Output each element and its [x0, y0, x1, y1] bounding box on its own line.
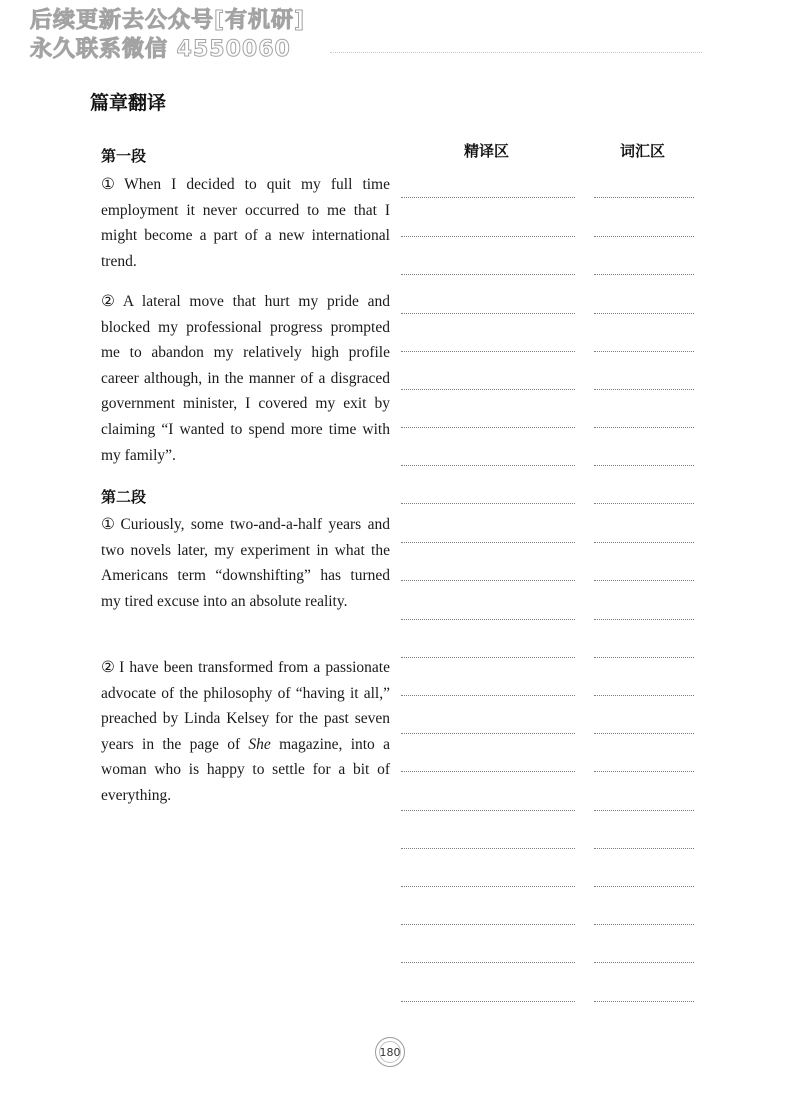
- watermark: [30, 6, 360, 64]
- translation-writing-line: [401, 236, 575, 237]
- translation-writing-line: [401, 619, 575, 620]
- translation-writing-line: [401, 197, 575, 198]
- vocabulary-writing-line: [594, 313, 694, 314]
- translation-writing-line: [401, 503, 575, 504]
- paragraph-1-sentence-1: [101, 172, 390, 274]
- vocabulary-writing-line: [594, 657, 694, 658]
- vocabulary-writing-line: [594, 351, 694, 352]
- vocabulary-writing-line: [594, 389, 694, 390]
- page-number-text: 180: [379, 1045, 401, 1059]
- sentence-text: I have been transformed from a passionate advocate of the philosophy of “having it all,” preached by Linda Kelsey for the past seven years in the page of: [101, 659, 390, 753]
- translation-writing-line: [401, 427, 575, 428]
- page-number: [375, 1037, 405, 1067]
- sentence-number: ①: [101, 516, 118, 533]
- vocabulary-writing-line: [594, 580, 694, 581]
- translation-writing-line: [401, 542, 575, 543]
- translation-writing-line: [401, 924, 575, 925]
- translation-writing-line: [401, 657, 575, 658]
- vocabulary-writing-line: [594, 427, 694, 428]
- sentence-text: magazine, into a woman who is happy to settle for a bit of everything.: [101, 735, 390, 804]
- paragraph-1-sentence-2: [101, 289, 390, 468]
- vocabulary-writing-line: [594, 695, 694, 696]
- watermark-line-2: 永久联系微信 4550060: [30, 37, 291, 62]
- translation-writing-line: [401, 389, 575, 390]
- vocabulary-writing-line: [594, 503, 694, 504]
- sentence-text: When I decided to quit my full time employment it never occurred to me that I might become a part of a new international trend.: [101, 176, 390, 270]
- vocabulary-writing-line: [594, 465, 694, 466]
- translation-writing-line: [401, 465, 575, 466]
- sentence-number: ②: [101, 293, 120, 310]
- translation-column-header: 精译区: [464, 142, 510, 160]
- translation-writing-line: [401, 810, 575, 811]
- header-rule: [330, 52, 702, 53]
- vocabulary-writing-line: [594, 733, 694, 734]
- paragraph-2-sentence-2: [101, 655, 390, 809]
- vocabulary-writing-line: [594, 771, 694, 772]
- translation-writing-line: [401, 695, 575, 696]
- translation-writing-line: [401, 1001, 575, 1002]
- sentence-text: Curiously, some two-and-a-half years and two novels later, my experiment in what the Americans term “downshifting” has turned my tired excuse into an absolute reality.: [101, 516, 390, 610]
- watermark-line-1: 后续更新去公众号[有机研]: [30, 8, 306, 33]
- translation-writing-line: [401, 313, 575, 314]
- section-title: 篇章翻译: [90, 92, 167, 114]
- paragraph-2-sentence-1: [101, 512, 390, 614]
- vocabulary-writing-line: [594, 924, 694, 925]
- paragraph-1-heading: 第一段: [101, 147, 147, 165]
- vocabulary-writing-line: [594, 274, 694, 275]
- vocabulary-writing-line: [594, 848, 694, 849]
- vocabulary-writing-line: [594, 542, 694, 543]
- vocabulary-writing-line: [594, 1001, 694, 1002]
- magazine-title: She: [248, 735, 271, 753]
- vocabulary-writing-line: [594, 886, 694, 887]
- translation-writing-line: [401, 274, 575, 275]
- vocabulary-column-header: 词汇区: [620, 142, 666, 160]
- vocabulary-writing-line: [594, 197, 694, 198]
- translation-writing-line: [401, 733, 575, 734]
- vocabulary-writing-line: [594, 236, 694, 237]
- translation-writing-line: [401, 886, 575, 887]
- sentence-text: A lateral move that hurt my pride and blocked my professional progress prompted me to abandon my relatively high profile career although, in the manner of a disgraced government minister, I covered my exit by claiming “I wanted to spend more time with my family”.: [101, 293, 390, 464]
- sentence-number: ②: [101, 659, 117, 676]
- vocabulary-writing-line: [594, 962, 694, 963]
- sentence-number: ①: [101, 176, 122, 193]
- vocabulary-writing-line: [594, 810, 694, 811]
- vocabulary-writing-line: [594, 619, 694, 620]
- translation-writing-line: [401, 962, 575, 963]
- translation-writing-line: [401, 848, 575, 849]
- translation-writing-line: [401, 351, 575, 352]
- paragraph-2-heading: 第二段: [101, 488, 147, 506]
- translation-writing-line: [401, 580, 575, 581]
- translation-writing-line: [401, 771, 575, 772]
